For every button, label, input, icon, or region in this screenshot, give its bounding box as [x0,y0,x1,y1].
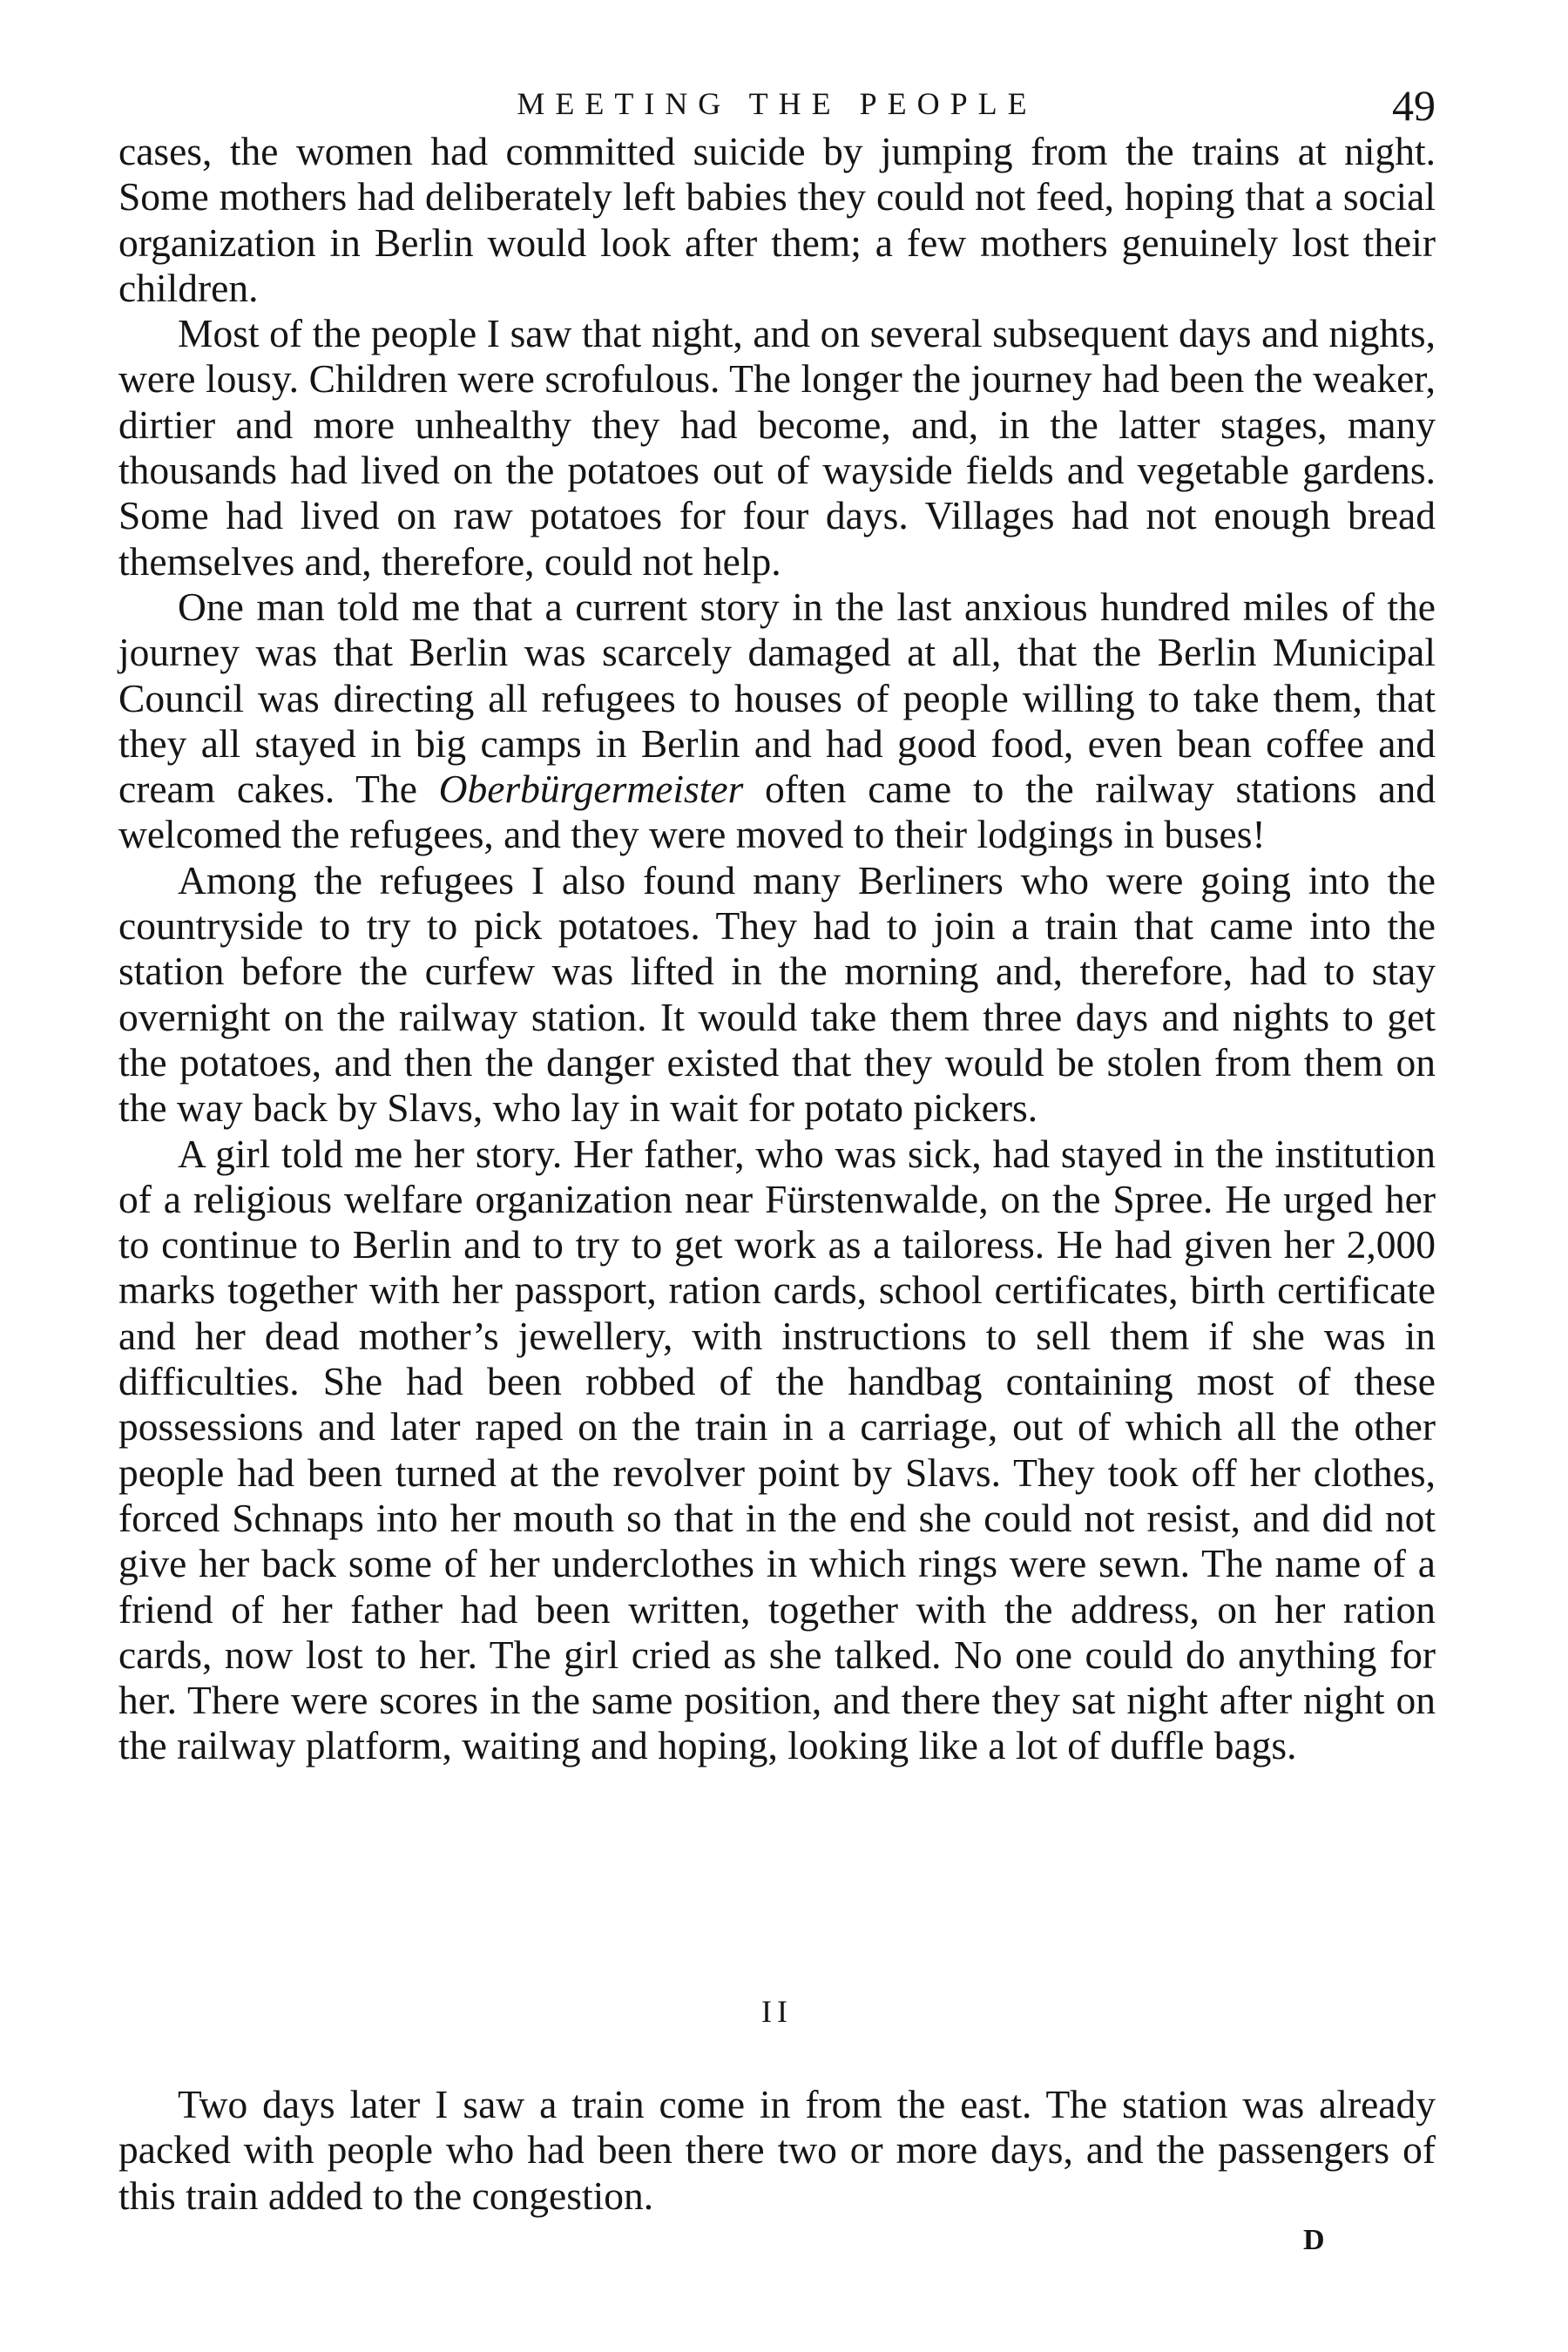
paragraph-girl-story: A girl told me her story. Her father, who was sick, had stayed in the institution of a religious welfare organization near Fürstenwalde, on the Spree. He urged her to continue to Berlin and to try to get work as a tailoress. He had given her 2,000 marks together with her passport, ration cards, school certificates, birth certificate and her dead mother’s jewellery, with instructions to sell them if she was in difficulties. She had been robbed of the handbag containing most of these possessions and later raped on the train in a carriage, out of which all the other people had been turned at the revolver point by Slavs. They took off her clothes, forced Schnaps into her mouth so that in the end she could not resist, and did not give her back some of her underclothes in which rings were sewn. The name of a friend of her father had been written, together with the address, on her ration cards, now lost to her. The girl cried as she talked. No one could do anything for her. There were scores in the same position, and there they sat night after night on the railway platform, waiting and hoping, looking like a lot of duffle bags. [118,1131,1436,1768]
section-text [118,2082,1436,2219]
paragraph-potato-pickers: Among the refugees I also found many Berliners who were going into the countryside to try to pick potatoes. They had to join a train that came into the station before the curfew was lifted in the morning and, therefore, had to stay overnight on the railway station. It would take them three days and nights to get the potatoes, and then the danger existed that they would be stolen from them on the way back by Slavs, who lay in wait for potato pickers. [118,857,1436,1131]
section-number: II [761,1994,793,2029]
body-text [118,129,1436,1769]
paragraph-berlin-rumour [118,585,1436,858]
italic-term: Oberbürgermeister [438,767,744,812]
paragraph-text: One man told me that a current story in the last anxious hundred miles of the journey was that Berlin was scarcely damaged at all, that the Berlin Municipal Council was directing all refugees to houses of people willing to take them, that they all stayed in big camps in Berlin and had good food, even bean coffee and cream cakes. The [118,584,1436,812]
paragraph-lousy-refugees: Most of the people I saw that night, and on several subsequent days and nights, were lousy. Children were scrofulous. The longer the journey had been the weaker, dirtier and more unhealthy they had become, and, in the latter stages, many thousands had lived on the potatoes out of wayside fields and vegetable gardens. Some had lived on raw potatoes for four days. Villages had not enough bread themselves and, therefore, could not help. [118,311,1436,584]
paragraph-continued: cases, the women had committed suicide by jumping from the trains at night. Some mothers had deliberately left babies they could not feed, hoping that a social organization in Berlin would look after them; a few mothers genuinely lost their children. [118,129,1436,310]
page-number: 49 [1392,81,1436,130]
signature-mark: D [1303,2224,1325,2256]
paragraph-train-arrival: Two days later I saw a train come in from the east. The station was already packed with people who had been there two or more days, and the passengers of this train added to the congestion. [118,2082,1436,2218]
paragraph-text: often came to the railway stations and welcomed the refugees, and they were moved to their lodgings in buses! [118,767,1436,857]
running-head: MEETING THE PEOPLE [517,86,1037,121]
